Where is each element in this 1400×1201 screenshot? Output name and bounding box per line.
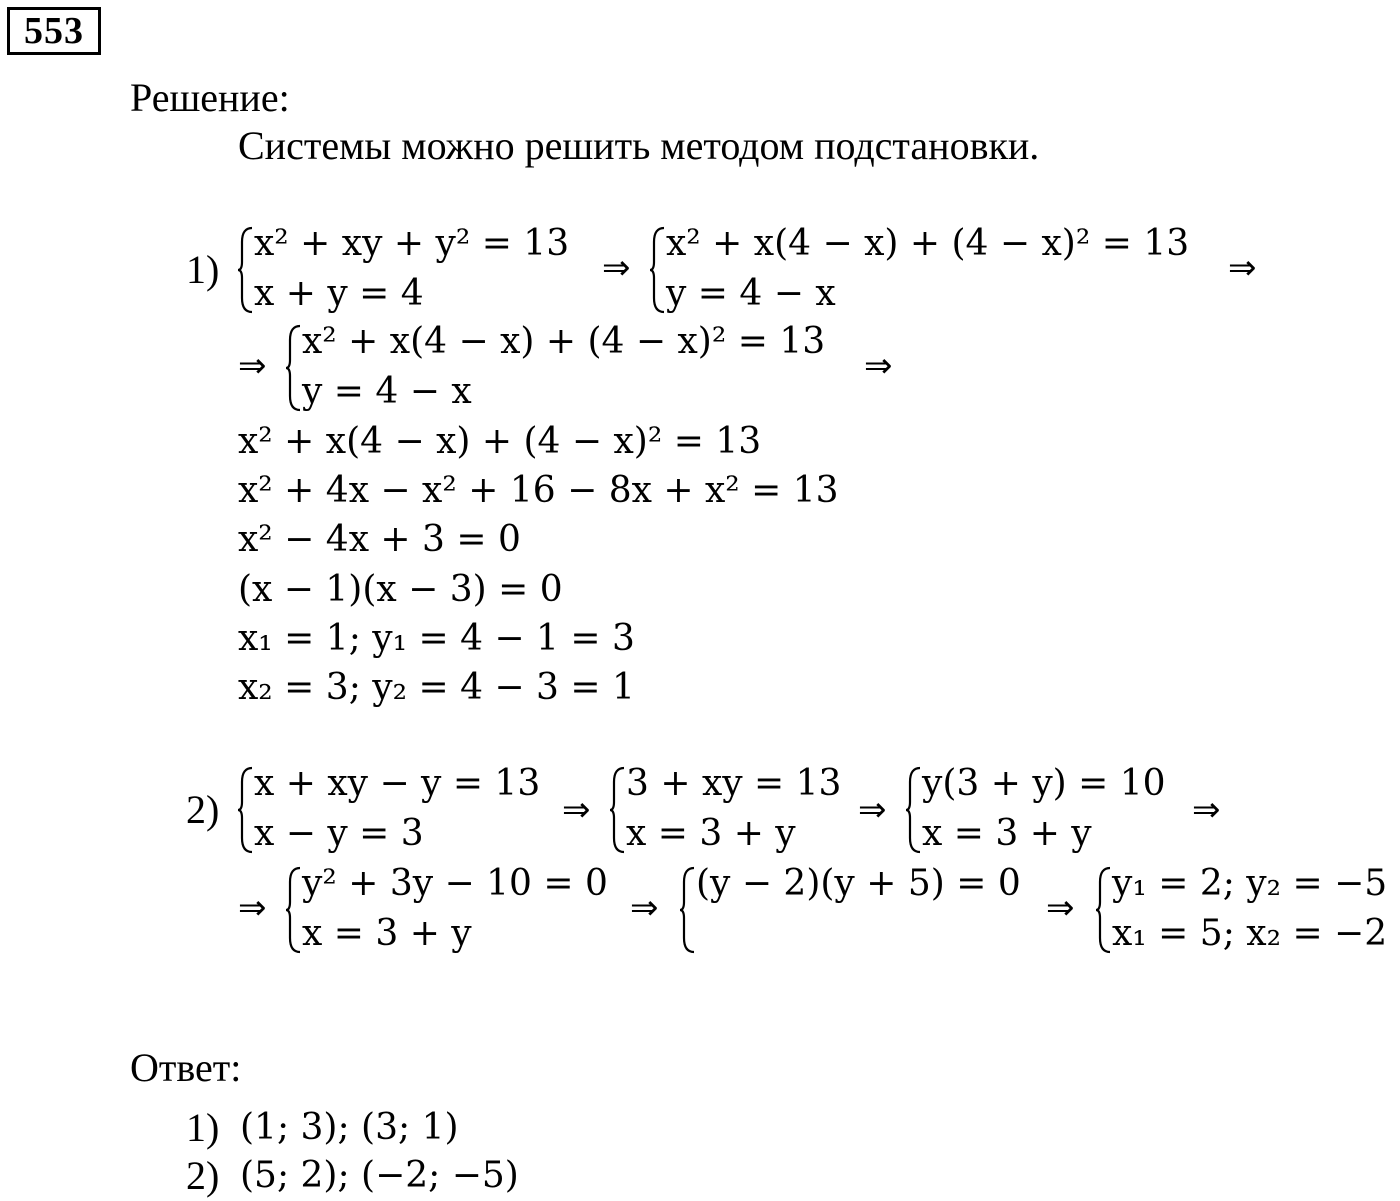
equation: y₁ = 2; y₂ = −5 (1112, 863, 1388, 904)
brace-icon (286, 318, 302, 418)
answer-item-number: 1) (186, 1105, 220, 1150)
implies-arrow: ⇒ (864, 346, 893, 386)
implies-arrow: ⇒ (1192, 790, 1221, 830)
intro-text: Системы можно решить методом подстановки. (238, 123, 1040, 168)
equation: y = 4 − x (666, 273, 836, 314)
answer-item-number: 2) (186, 1153, 220, 1198)
part1-system-b (650, 220, 1230, 320)
answer-item-value: (5; 2); (−2; −5) (240, 1155, 519, 1196)
equation: x₁ = 5; x₂ = −2 (1112, 913, 1388, 954)
implies-arrow: ⇒ (630, 888, 659, 928)
implies-arrow: ⇒ (562, 790, 591, 830)
brace-icon (906, 760, 922, 860)
part1-system-c (286, 318, 866, 418)
implies-arrow: ⇒ (238, 888, 267, 928)
equation-line: x² − 4x + 3 = 0 (238, 519, 521, 560)
equation: 3 + xy = 13 (626, 763, 842, 804)
answer-label: Ответ: (130, 1045, 242, 1090)
equation: x² + xy + y² = 13 (254, 223, 570, 264)
part1-label: 1) (186, 247, 220, 292)
implies-arrow: ⇒ (1046, 888, 1075, 928)
equation: x = 3 + y (302, 913, 472, 954)
problem-number: 553 (7, 7, 101, 55)
part2-system-b (610, 760, 860, 860)
equation: x = 3 + y (922, 813, 1092, 854)
equation-line: x² + 4x − x² + 16 − 8x + x² = 13 (238, 470, 839, 511)
equation: x = 3 + y (626, 813, 796, 854)
part2-label: 2) (186, 787, 220, 832)
brace-icon (286, 860, 302, 960)
equation: x + y = 4 (254, 273, 424, 314)
equation-line: x₂ = 3; y₂ = 4 − 3 = 1 (238, 667, 635, 708)
brace-icon (1096, 860, 1112, 960)
brace-icon (680, 860, 696, 960)
equation-line: x₁ = 1; y₁ = 4 − 1 = 3 (238, 618, 635, 659)
equation: y(3 + y) = 10 (922, 763, 1166, 804)
part2-system-d (286, 860, 626, 960)
part2-system-c (906, 760, 1196, 860)
brace-icon (238, 220, 254, 320)
equation: y² + 3y − 10 = 0 (302, 863, 608, 904)
equation: x² + x(4 − x) + (4 − x)² = 13 (666, 223, 1190, 264)
equation: y = 4 − x (302, 371, 472, 412)
implies-arrow: ⇒ (238, 346, 267, 386)
part1-system-a (238, 220, 598, 320)
equation-line: (x − 1)(x − 3) = 0 (238, 569, 563, 610)
solution-label: Решение: (130, 75, 290, 120)
implies-arrow: ⇒ (858, 790, 887, 830)
brace-icon (650, 220, 666, 320)
equation: x − y = 3 (254, 813, 424, 854)
part2-system-f (1096, 860, 1400, 960)
implies-arrow: ⇒ (602, 248, 631, 288)
brace-icon (238, 760, 254, 860)
part2-system-a (238, 760, 558, 860)
brace-icon (610, 760, 626, 860)
part2-system-e (680, 860, 1050, 960)
answer-item-value: (1; 3); (3; 1) (240, 1107, 459, 1148)
equation: (y − 2)(y + 5) = 0 (696, 863, 1021, 904)
equation: x² + x(4 − x) + (4 − x)² = 13 (302, 321, 826, 362)
equation: x + xy − y = 13 (254, 763, 541, 804)
implies-arrow: ⇒ (1228, 248, 1257, 288)
equation-line: x² + x(4 − x) + (4 − x)² = 13 (238, 421, 762, 462)
